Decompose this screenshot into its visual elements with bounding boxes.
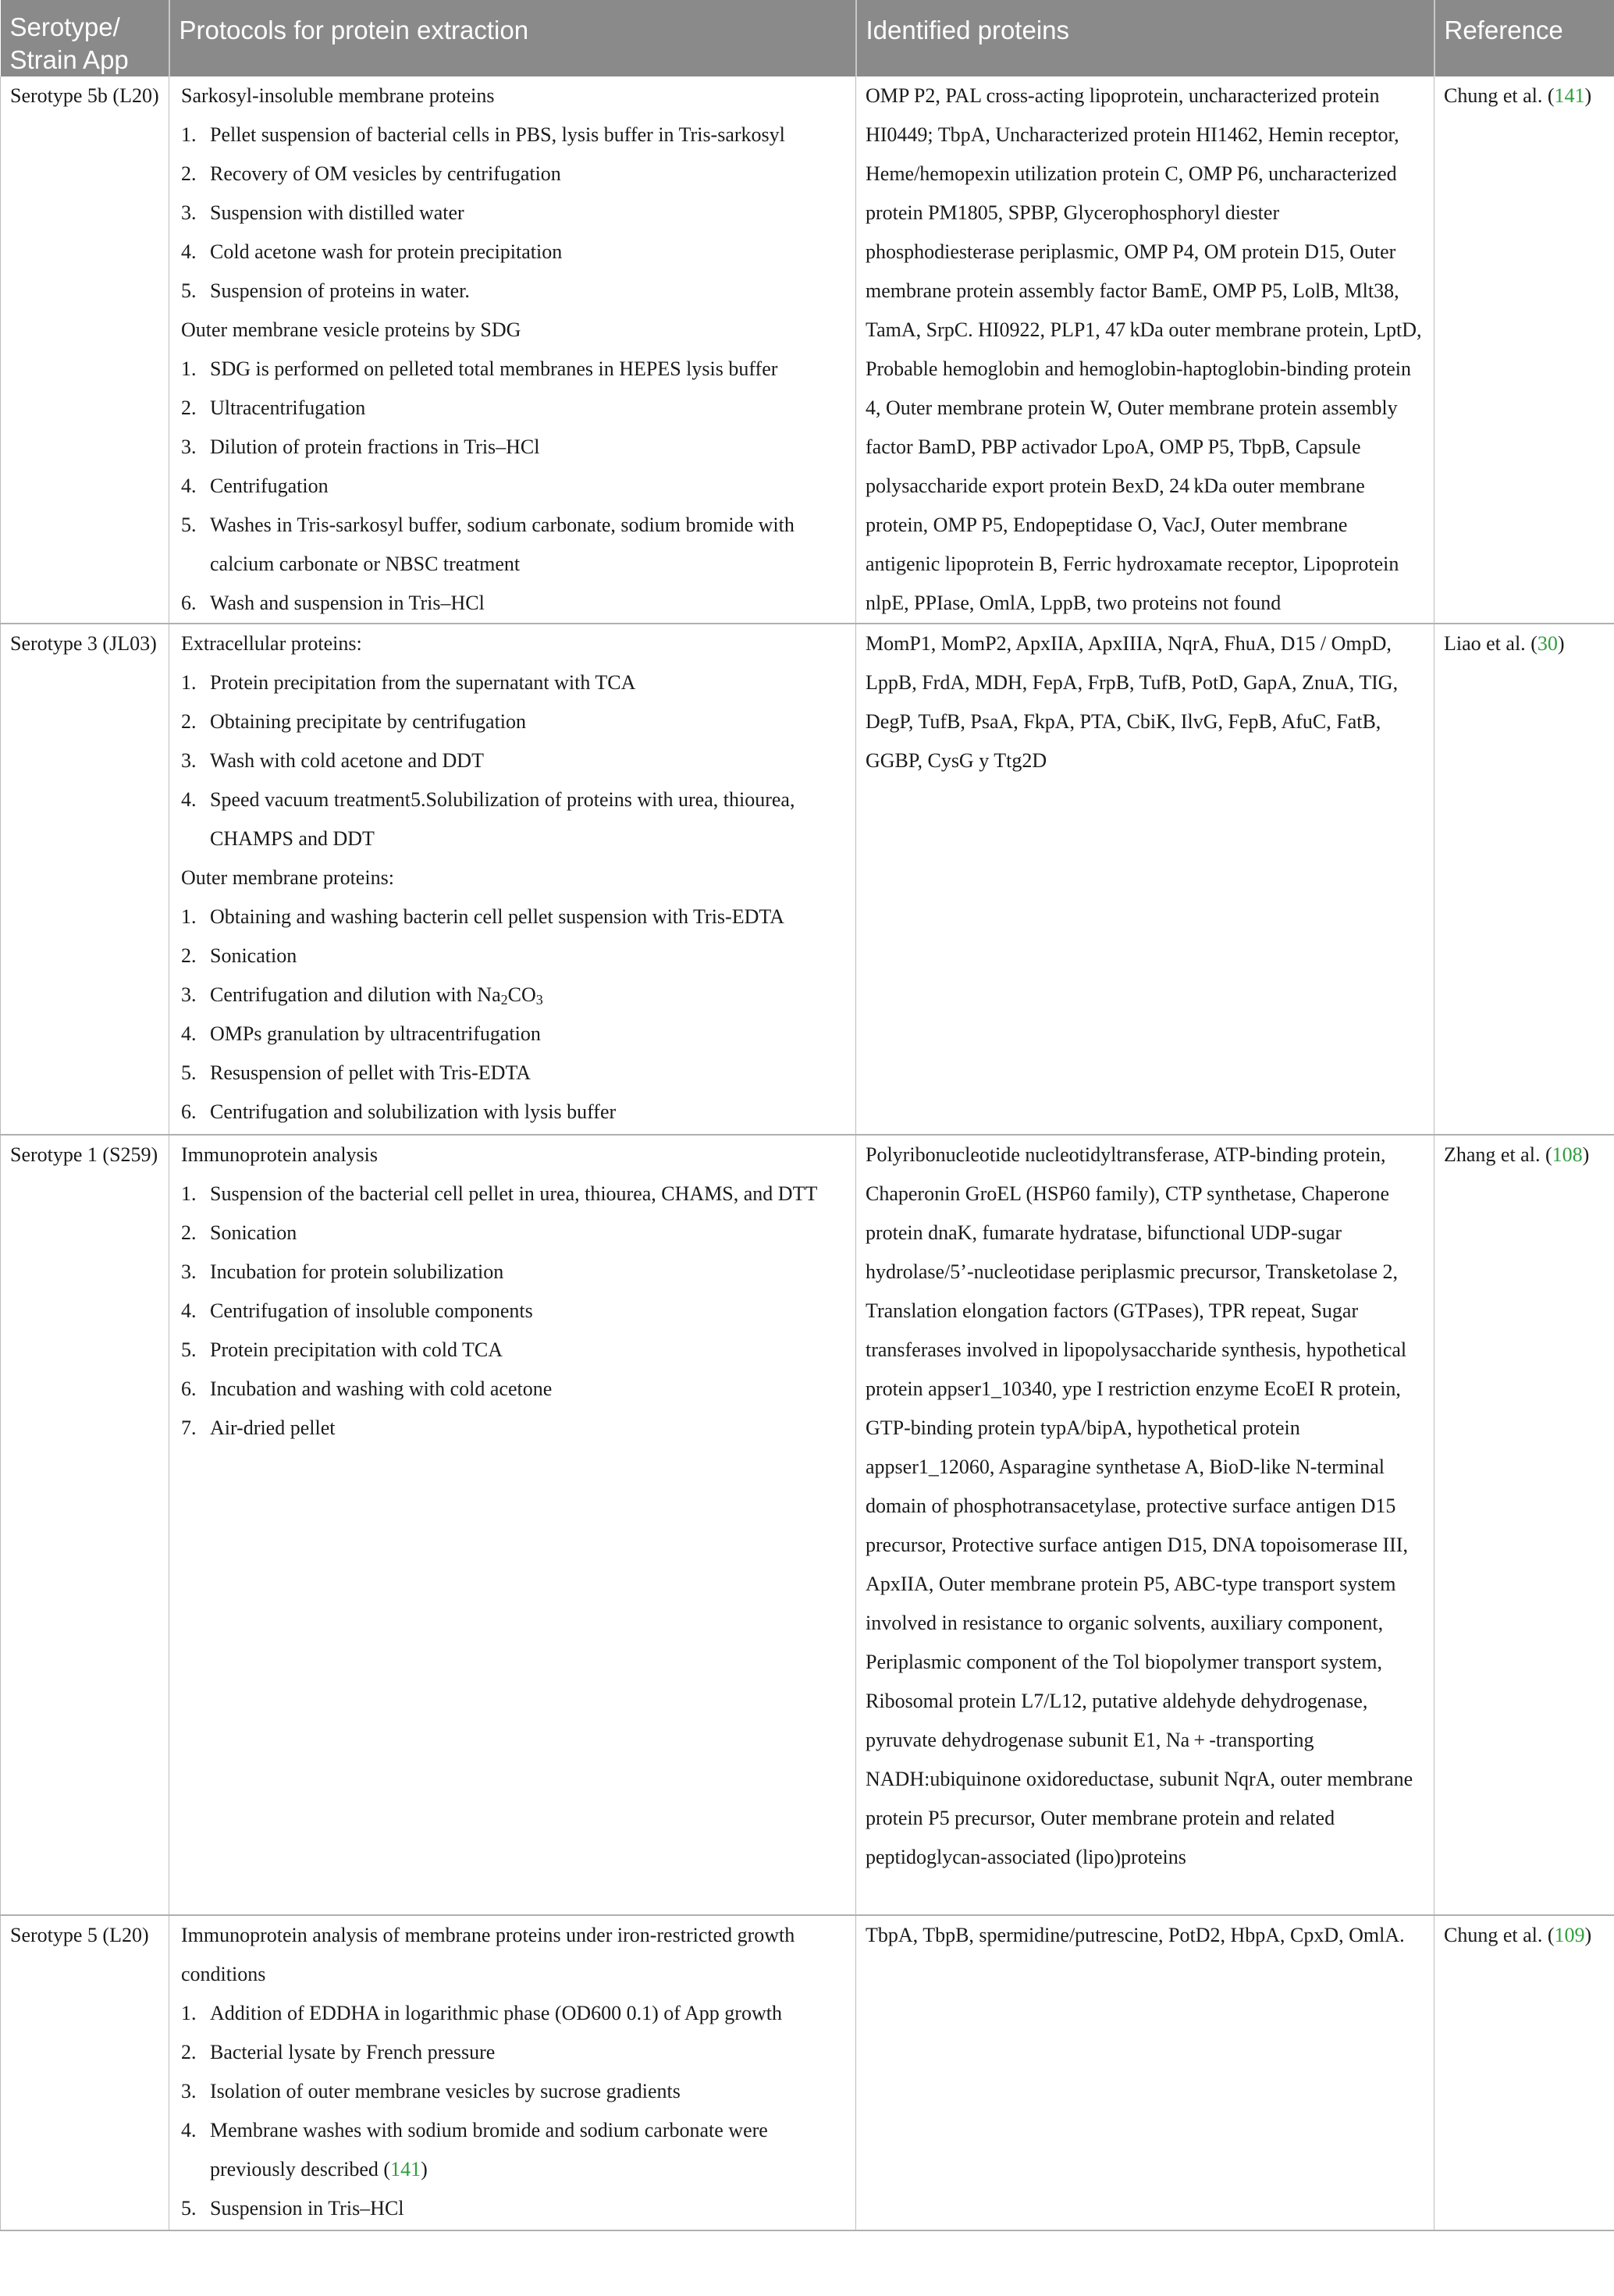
reference-cell: Chung et al. (109) <box>1434 1915 1614 2230</box>
proteins-cell: TbpA, TbpB, spermidine/putrescine, PotD2, HbpA, CpxD, OmlA. <box>856 1915 1434 2230</box>
header-protocols: Protocols for protein extraction <box>169 0 856 76</box>
reference-link[interactable]: 141 <box>390 2158 421 2180</box>
protocol-steps <box>181 897 846 1132</box>
protocol-step: 1. SDG is performed on pelleted total membranes in HEPES lysis buffer <box>181 357 778 380</box>
protocol-step: 1. Obtaining and washing bacterin cell pellet suspension with Tris-EDTA <box>181 905 784 928</box>
header-proteins: Identified proteins <box>856 0 1434 76</box>
reference-link[interactable]: 108 <box>1552 1143 1583 1166</box>
reference-cell: Chung et al. (141) <box>1434 76 1614 624</box>
protocol-steps <box>181 663 846 858</box>
protocol-step: 5. Protein precipitation with cold TCA <box>181 1338 503 1361</box>
protocol-step: 3. Isolation of outer membrane vesicles by sucrose gradients <box>181 2080 681 2102</box>
protocol-steps <box>181 1994 846 2228</box>
serotype-cell: Serotype 5b (L20) <box>1 76 169 624</box>
proteins-cell: MomP1, MomP2, ApxIIA, ApxIIIA, NqrA, FhuA, D15 / OmpD, LppB, FrdA, MDH, FepA, FrpB, TufB, PotD, GapA, ZnuA, TIG, DegP, TufB, PsaA, FkpA, PTA, CbiK, IlvG, FepB, AfuC, FatB, GGBP, CysG y Ttg2D <box>856 624 1434 1135</box>
proteins-cell: Polyribonucleotide nucleotidyltransferase, ATP-binding protein, Chaperonin GroEL (HSP60 family), CTP synthetase, Chaperone protein dnaK, fumarate hydratase, bifunctional UDP-sugar hydrolase/5’-nucleotidase periplasmic precursor, Transketolase 2, Translation elongation factors (GTPases), TPR repeat, Sugar transferases involved in lipopolysaccharide synthesis, hypothetical protein appser1_10340, ype I restriction enzyme EcoEI R protein, GTP-binding protein typA/bipA, hypothetical protein appser1_12060, Asparagine synthetase A, BioD-like N-terminal domain of phosphotransacetylase, protective surface antigen D15 precursor, Protective surface antigen D15, DNA topoisomerase III, ApxIIA, Outer membrane protein P5, ABC-type transport system involved in resistance to organic solvents, auxiliary component, Periplasmic component of the Tol biopolymer transport system, Ribosomal protein L7/L12, putative aldehyde dehydrogenase, pyruvate dehydrogenase subunit E1, Na + -transporting NADH:ubiquinone oxidoreductase, subunit NqrA, outer membrane protein P5 precursor, Outer membrane protein and related peptidoglycan-associated (lipo)proteins <box>856 1135 1434 1915</box>
table-row <box>1 1135 1614 1915</box>
protocol-step: 1. Pellet suspension of bacterial cells in PBS, lysis buffer in Tris-sarkosyl <box>181 123 785 146</box>
table-row <box>1 624 1614 1135</box>
serotype-cell: Serotype 3 (JL03) <box>1 624 169 1135</box>
protocol-steps <box>181 350 846 623</box>
protocol-step: 4. Speed vacuum treatment5.Solubilization of proteins with urea, thiourea, CHAMPS and DDT <box>181 788 795 850</box>
header-reference: Reference <box>1434 0 1614 76</box>
protocol-step: 2. Obtaining precipitate by centrifugation <box>181 710 527 733</box>
reference-cell: Zhang et al. (108) <box>1434 1135 1614 1915</box>
protocol-step: 1. Addition of EDDHA in logarithmic phase (OD600 0.1) of App growth <box>181 2002 782 2024</box>
protocol-step: 4. OMPs granulation by ultracentrifugation <box>181 1022 541 1045</box>
proteins-cell: OMP P2, PAL cross-acting lipoprotein, uncharacterized protein HI0449; TbpA, Uncharacterized protein HI1462, Hemin receptor, Heme/hemopexin utilization protein C, OMP P6, uncharacterized protein PM1805, SPBP, Glycerophosphoryl diester phosphodiesterase periplasmic, OMP P4, OM protein D15, Outer membrane protein assembly factor BamE, OMP P5, LolB, Mlt38, TamA, SrpC. HI0922, PLP1, 47 kDa outer membrane protein, LptD, Probable hemoglobin and hemoglobin-haptoglobin-binding protein 4, Outer membrane protein W, Outer membrane protein assembly factor BamD, PBP activador LpoA, OMP P5, TbpB, Capsule polysaccharide export protein BexD, 24 kDa outer membrane protein, OMP P5, Endopeptidase O, VacJ, Outer membrane antigenic lipoprotein B, Ferric hydroxamate receptor, Lipoprotein nlpE, PPIase, OmlA, LppB, two proteins not found <box>856 76 1434 624</box>
protocol-step: 4. Membrane washes with sodium bromide and sodium carbonate were previously described (141) <box>181 2119 768 2180</box>
protocol-step: 4. Centrifugation of insoluble components <box>181 1299 533 1322</box>
protocol-cell <box>169 1915 856 2230</box>
protocol-step: 3. Wash with cold acetone and DDT <box>181 749 484 772</box>
protocol-section-title: Sarkosyl-insoluble membrane proteins <box>181 84 495 107</box>
table-row <box>1 1915 1614 2230</box>
protocol-step: 4. Cold acetone wash for protein precipitation <box>181 240 563 263</box>
protocol-step: 6. Centrifugation and solubilization with lysis buffer <box>181 1100 617 1123</box>
protocol-step: 6. Wash and suspension in Tris–HCl <box>181 592 485 614</box>
protocol-step: 1. Suspension of the bacterial cell pellet in urea, thiourea, CHAMS, and DTT <box>181 1182 818 1205</box>
reference-link[interactable]: 141 <box>1554 84 1585 107</box>
protocol-step: 4. Centrifugation <box>181 474 329 497</box>
protocol-step: 3. Dilution of protein fractions in Tris–HCl <box>181 435 540 458</box>
serotype-cell: Serotype 5 (L20) <box>1 1915 169 2230</box>
protocol-step: 2. Bacterial lysate by French pressure <box>181 2041 496 2063</box>
protocol-cell <box>169 76 856 624</box>
reference-link[interactable]: 109 <box>1554 1924 1585 1946</box>
table-row <box>1 76 1614 624</box>
protocol-step: 6. Incubation and washing with cold acetone <box>181 1377 553 1400</box>
header-serotype: Serotype/ Strain App <box>1 0 169 76</box>
protocol-cell <box>169 1135 856 1915</box>
protocol-step: 5. Suspension in Tris–HCl <box>181 2197 404 2220</box>
reference-author: Chung et al. <box>1444 84 1543 107</box>
protocol-section-title: Immunoprotein analysis <box>181 1143 379 1166</box>
protocol-step: 5. Resuspension of pellet with Tris-EDTA <box>181 1061 531 1084</box>
protocol-step: 2. Sonication <box>181 944 297 967</box>
reference-author: Zhang et al. <box>1444 1143 1541 1166</box>
protocol-section-title: Extracellular proteins: <box>181 632 362 655</box>
protocol-step: 3. Centrifugation and dilution with $Na_2CO_3$ <box>181 983 543 1008</box>
protocol-step: 1. Protein precipitation from the supernatant with TCA <box>181 671 636 694</box>
protocol-section-title: Outer membrane proteins: <box>181 866 394 889</box>
protocol-step: 2. Ultracentrifugation <box>181 396 366 419</box>
protocol-steps <box>181 116 846 311</box>
protocol-step: 5. Washes in Tris-sarkosyl buffer, sodium carbonate, sodium bromide with calcium carbonate or NBSC treatment <box>181 514 795 575</box>
protocol-cell <box>169 624 856 1135</box>
reference-link[interactable]: 30 <box>1537 632 1558 655</box>
protocol-section-title: Immunoprotein analysis of membrane proteins under iron-restricted growth conditions <box>181 1924 795 1985</box>
protocol-step: 5. Suspension of proteins in water. <box>181 279 470 302</box>
protocol-step: 3. Suspension with distilled water <box>181 201 464 224</box>
serotype-cell: Serotype 1 (S259) <box>1 1135 169 1915</box>
reference-author: Liao et al. <box>1444 632 1526 655</box>
reference-author: Chung et al. <box>1444 1924 1543 1946</box>
protocol-section-title: Outer membrane vesicle proteins by SDG <box>181 318 521 341</box>
protocol-step: 2. Sonication <box>181 1221 297 1244</box>
reference-cell: Liao et al. (30) <box>1434 624 1614 1135</box>
table-header-row <box>1 0 1614 76</box>
protocol-steps <box>181 1175 846 1448</box>
protocol-step: 2. Recovery of OM vesicles by centrifugation <box>181 162 561 185</box>
protocol-step: 3. Incubation for protein solubilization <box>181 1260 504 1283</box>
protocol-step: 7. Air-dried pellet <box>181 1416 336 1439</box>
